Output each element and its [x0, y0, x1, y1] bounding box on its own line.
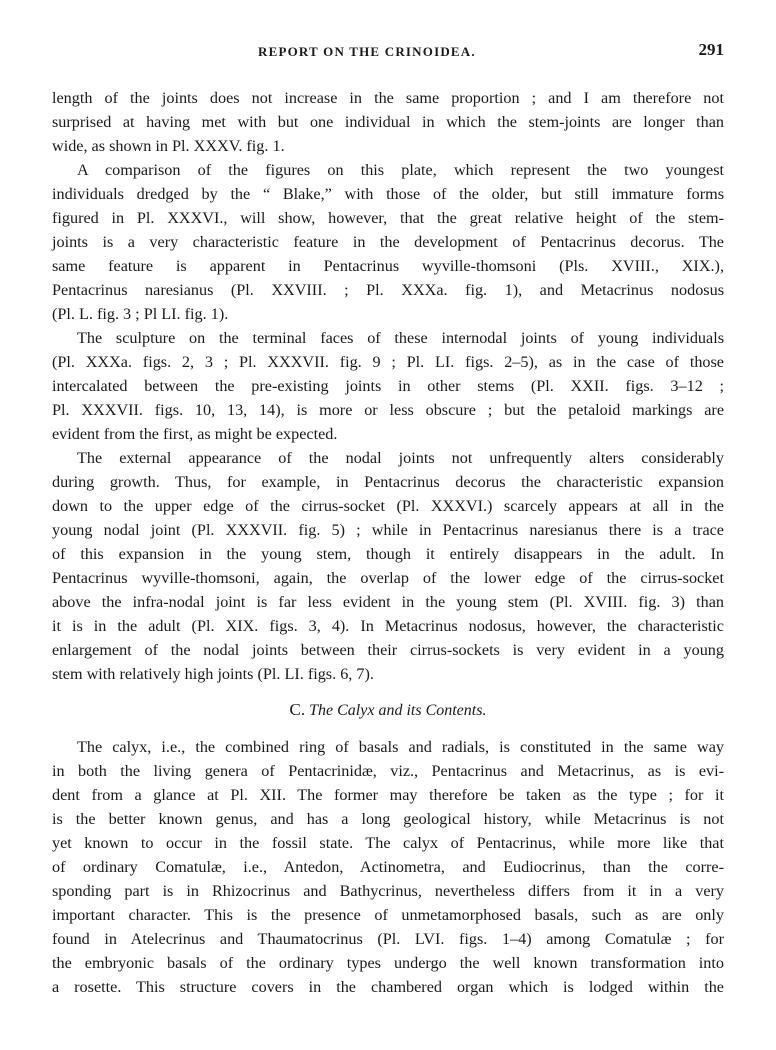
text-line: A comparison of the figures on this plate, which represent the two youngest: [77, 161, 724, 179]
text-line: intercalated between the pre-existing joints in other stems (Pl. XXII. figs. 3–12 ;: [52, 377, 724, 395]
text-line: the embryonic basals of the ordinary types undergo the well known transformation into: [52, 954, 724, 972]
text-line: length of the joints does not increase in the same proportion ; and I am therefore not: [52, 89, 724, 107]
text-line: evident from the first, as might be expected.: [52, 425, 338, 443]
text-line: sponding part is in Rhizocrinus and Bathycrinus, nevertheless differs from it in a very: [52, 882, 724, 900]
text-line: Pentacrinus naresianus (Pl. XXVIII. ; Pl. XXXa. fig. 1), and Metacrinus nodosus: [52, 281, 724, 299]
text-line: surprised at having met with but one individual in which the stem-joints are longer than: [52, 113, 724, 131]
text-line: found in Atelecrinus and Thaumatocrinus (Pl. LVI. figs. 1–4) among Comatulæ ; for: [52, 930, 724, 948]
text-line: joints is a very characteristic feature in the development of Pentacrinus decorus. The: [52, 233, 724, 251]
text-line: same feature is apparent in Pentacrinus wyville-thomsoni (Pls. XVIII., XIX.),: [52, 257, 724, 275]
text-line: important character. This is the presence of unmetamorphosed basals, such as are only: [52, 906, 724, 924]
page-number: 291: [698, 40, 724, 59]
text-line: Pentacrinus wyville-thomsoni, again, the overlap of the lower edge of the cirrus-socket: [52, 569, 724, 587]
text-line: down to the upper edge of the cirrus-socket (Pl. XXXVI.) scarcely appears at all in the: [52, 497, 724, 515]
text-line: (Pl. L. fig. 3 ; Pl LI. fig. 1).: [52, 305, 229, 323]
text-line: Pl. XXXVII. figs. 10, 13, 14), is more or less obscure ; but the petaloid markings are: [52, 401, 724, 419]
text-line: during growth. Thus, for example, in Pentacrinus decorus the characteristic expansion: [52, 473, 724, 491]
section-title: The Calyx and its Contents.: [309, 702, 487, 719]
running-title: REPORT ON THE CRINOIDEA.: [258, 44, 476, 59]
text-line: The external appearance of the nodal joints not unfrequently alters considerably: [77, 449, 724, 467]
text-line: The sculpture on the terminal faces of these internodal joints of young individuals: [77, 329, 724, 347]
text-line: yet known to occur in the fossil state. The calyx of Pentacrinus, while more like that: [52, 834, 724, 852]
text-line: of this expansion in the young stem, though it entirely disappears in the adult. In: [52, 545, 724, 563]
text-line: The calyx, i.e., the combined ring of basals and radials, is constituted in the same way: [77, 738, 724, 756]
text-line: dent from a glance at Pl. XII. The former may therefore be taken as the type ; for it: [52, 786, 724, 804]
text-line: young nodal joint (Pl. XXXVII. fig. 5) ; while in Pentacrinus naresianus there is a trace: [52, 521, 724, 539]
section-heading: [0, 700, 776, 720]
text-line: individuals dredged by the “ Blake,” with those of the older, but still immature forms: [52, 185, 724, 203]
text-line: a rosette. This structure covers in the chambered organ which is lodged within the: [52, 978, 724, 996]
text-line: (Pl. XXXa. figs. 2, 3 ; Pl. XXXVII. fig. 9 ; Pl. LI. figs. 2–5), as in the case of those: [52, 353, 724, 371]
text-line: in both the living genera of Pentacrinidæ, viz., Pentacrinus and Metacrinus, as is evi-: [52, 762, 724, 780]
text-line: is the better known genus, and has a long geological history, while Metacrinus is not: [52, 810, 724, 828]
text-line: stem with relatively high joints (Pl. LI. figs. 6, 7).: [52, 665, 374, 683]
text-line: figured in Pl. XXXVI., will show, however, that the great relative height of the stem-: [52, 209, 724, 227]
text-line: of ordinary Comatulæ, i.e., Antedon, Actinometra, and Eudiocrinus, than the corre-: [52, 858, 724, 876]
text-line: wide, as shown in Pl. XXXV. fig. 1.: [52, 137, 285, 155]
section-letter: C.: [289, 700, 306, 719]
text-line: above the infra-nodal joint is far less evident in the young stem (Pl. XVIII. fig. 3) than: [52, 593, 724, 611]
text-line: it is in the adult (Pl. XIX. figs. 3, 4). In Metacrinus nodosus, however, the characteristic: [52, 617, 724, 635]
text-line: enlargement of the nodal joints between their cirrus-sockets is very evident in a young: [52, 641, 724, 659]
